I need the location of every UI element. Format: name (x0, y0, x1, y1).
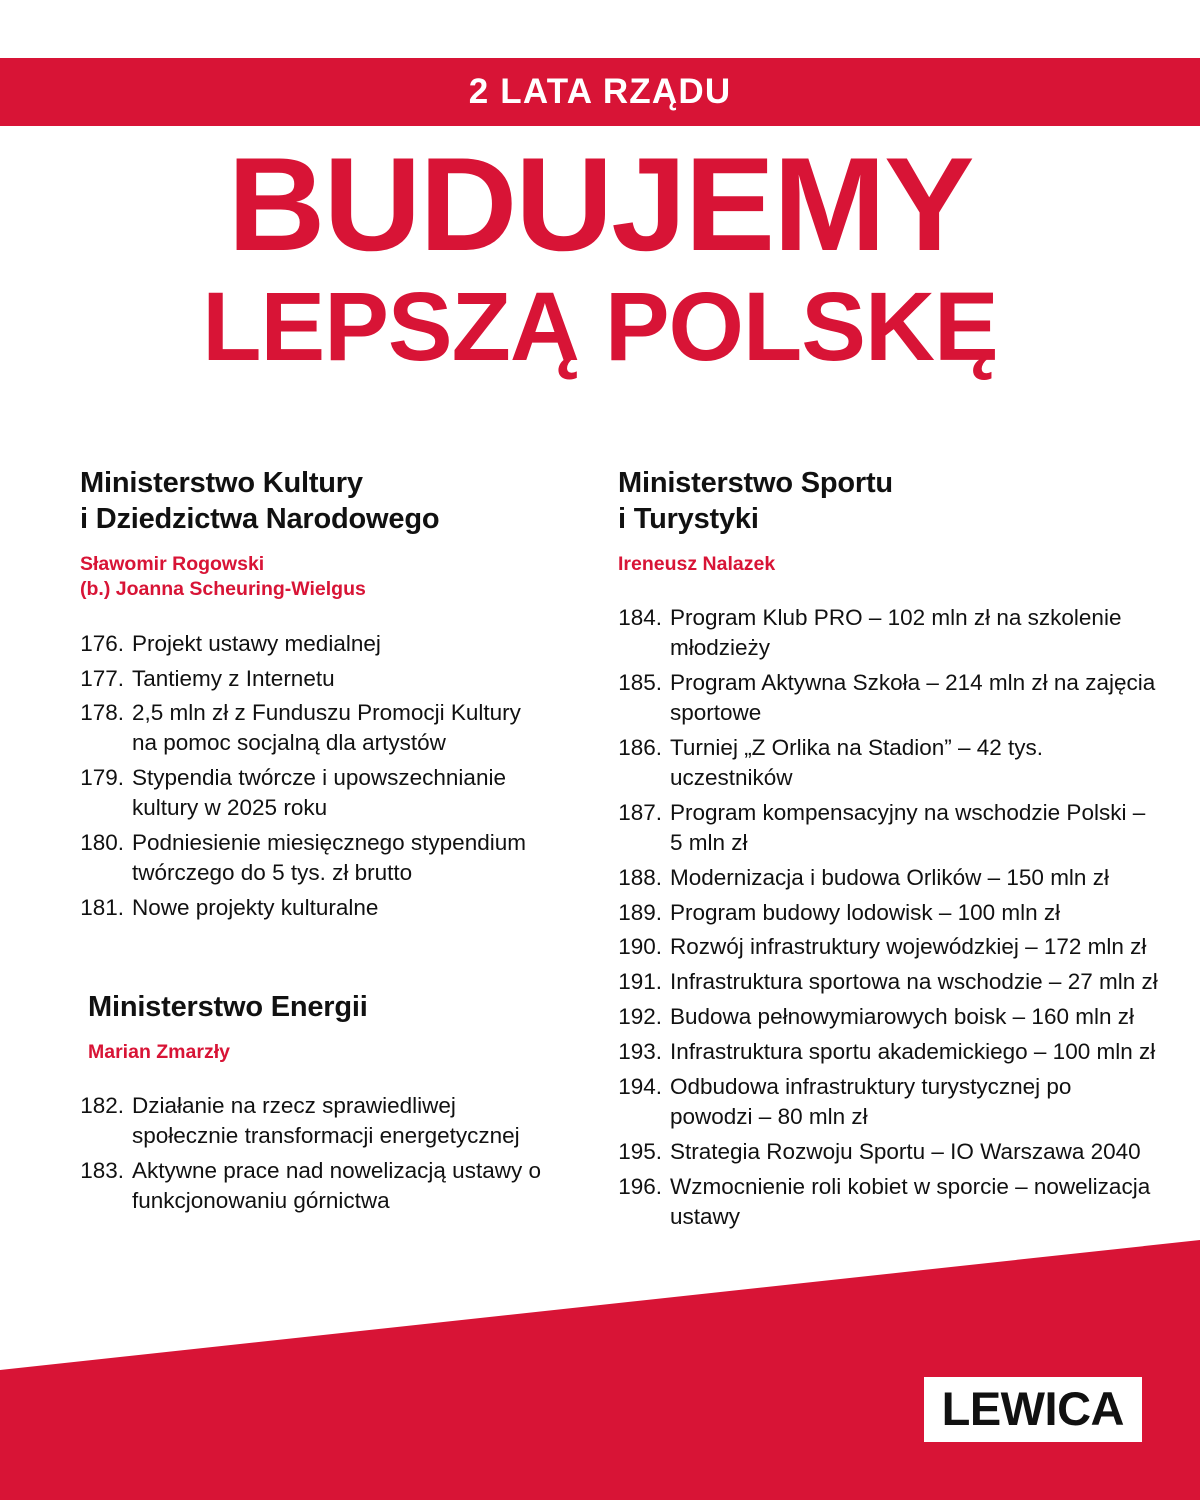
section-person-line-1: Sławomir Rogowski (80, 552, 265, 575)
list-item-number: 184. (618, 605, 662, 631)
right-column (560, 466, 1200, 1237)
section-person (618, 552, 1160, 577)
list-item (80, 1091, 546, 1151)
list-item (80, 698, 546, 758)
list-item (618, 798, 1160, 858)
headline-line-2: LEPSZĄ POLSKĘ (202, 272, 998, 382)
section-title-line-2: i Dziedzictwa Narodowego (80, 502, 440, 535)
list-item (80, 893, 546, 923)
list-item (618, 932, 1160, 962)
list-item-number: 186. (618, 734, 662, 760)
list-item-number: 188. (618, 864, 662, 890)
bottom-decoration (0, 1200, 1200, 1500)
list-item (618, 603, 1160, 663)
content-columns (0, 466, 1200, 1237)
headline-block (0, 131, 1200, 382)
list-item-number: 176. (80, 630, 124, 656)
list-item-number: 193. (618, 1039, 662, 1065)
section-person (80, 1040, 546, 1065)
list-item-text: Rozwój infrastruktury wojewódzkiej – 172 mln zł (670, 934, 1147, 960)
top-banner-label: 2 LATA RZĄDU (468, 72, 732, 111)
list-item-number: 194. (618, 1074, 662, 1100)
section-title (80, 990, 546, 1026)
lewica-logo (924, 1377, 1142, 1442)
section-ministry-sport (618, 466, 1160, 1232)
list-item-number: 180. (80, 830, 124, 856)
list-item-number: 177. (80, 665, 124, 691)
list-item-number: 191. (618, 969, 662, 995)
list-item-text: Aktywne prace nad nowelizacją ustawy o funkcjonowaniu górnictwa (132, 1158, 541, 1213)
section-title-line-1: Ministerstwo Kultury (80, 467, 363, 499)
list-item-text: Stypendia twórcze i upowszechnianie kultury w 2025 roku (132, 765, 506, 821)
achievement-list-culture (80, 629, 546, 923)
list-item-text: Strategia Rozwoju Sportu – IO Warszawa 2040 (670, 1139, 1141, 1164)
list-item-number: 190. (618, 934, 662, 960)
list-item-text: Turniej „Z Orlika na Stadion” – 42 tys. uczestników (670, 734, 1044, 790)
section-title-line-2: i Turystyki (618, 502, 759, 535)
section-ministry-culture (80, 466, 546, 923)
list-item (618, 863, 1160, 893)
list-item-number: 189. (618, 899, 662, 925)
list-item-text: Podniesienie miesięcznego stypendium twórczego do 5 tys. zł brutto (132, 830, 526, 886)
list-item (80, 664, 546, 694)
list-item (80, 629, 546, 659)
list-item-number: 196. (618, 1173, 662, 1199)
list-item (618, 1137, 1160, 1167)
section-person (80, 552, 546, 603)
list-item-number: 187. (618, 799, 662, 825)
list-item-text: Działanie na rzecz sprawiedliwej społecznie transformacji energetycznej (132, 1093, 520, 1149)
list-item-number: 183. (80, 1158, 124, 1184)
list-item-text: Wzmocnienie roli kobiet w sporcie – nowelizacja ustawy (670, 1173, 1151, 1229)
section-person-line-1: Marian Zmarzły (88, 1040, 230, 1063)
list-item-number: 179. (80, 765, 124, 791)
list-item (618, 733, 1160, 793)
list-item (618, 668, 1160, 728)
list-item-text: Nowe projekty kulturalne (132, 894, 379, 920)
section-title-line-1: Ministerstwo Sportu (618, 467, 893, 499)
section-title (618, 466, 1160, 538)
list-item-number: 195. (618, 1139, 662, 1164)
list-item (80, 828, 546, 888)
top-banner (0, 58, 1200, 126)
list-item (618, 967, 1160, 997)
left-column (0, 466, 560, 1237)
section-spacer (80, 928, 546, 990)
section-person-line-1: Ireneusz Nalazek (618, 552, 776, 575)
list-item-text: Program kompensacyjny na wschodzie Polski – 5 mln zł (670, 799, 1146, 855)
list-item-text: Program Klub PRO – 102 mln zł na szkolenie młodzieży (670, 605, 1122, 661)
list-item-text: Infrastruktura sportu akademickiego – 100 mln zł (670, 1039, 1156, 1065)
list-item-number: 182. (80, 1093, 124, 1119)
section-title-line-1: Ministerstwo Energii (88, 990, 368, 1023)
list-item (618, 1002, 1160, 1032)
list-item-text: Budowa pełnowymiarowych boisk – 160 mln zł (670, 1004, 1134, 1030)
bottom-shape-svg (0, 1200, 1200, 1500)
list-item-text: Odbudowa infrastruktury turystycznej po powodzi – 80 mln zł (670, 1074, 1072, 1130)
list-item-text: Infrastruktura sportowa na wschodzie – 27 mln zł (670, 969, 1158, 995)
list-item-text: Projekt ustawy medialnej (132, 630, 381, 656)
headline-line-1: BUDUJEMY (227, 131, 973, 279)
section-title (80, 466, 546, 538)
list-item-text: Tantiemy z Internetu (132, 665, 335, 691)
list-item (618, 898, 1160, 928)
list-item-text: Program Aktywna Szkoła – 214 mln zł na zajęcia sportowe (670, 670, 1156, 726)
list-item-number: 185. (618, 670, 662, 696)
list-item-number: 192. (618, 1004, 662, 1030)
list-item-text: Modernizacja i budowa Orlików – 150 mln zł (670, 864, 1109, 890)
lewica-logo-text: LEWICA (941, 1382, 1124, 1435)
list-item-number: 178. (80, 700, 124, 726)
list-item-text: Program budowy lodowisk – 100 mln zł (670, 899, 1061, 925)
list-item (618, 1072, 1160, 1132)
section-ministry-energy (80, 990, 546, 1216)
list-item (618, 1037, 1160, 1067)
section-person-line-2: (b.) Joanna Scheuring-Wielgus (80, 578, 366, 601)
achievement-list-energy (80, 1091, 546, 1216)
list-item-number: 181. (80, 894, 124, 920)
list-item (80, 763, 546, 823)
achievement-list-sport (618, 603, 1160, 1232)
list-item-text: 2,5 mln zł z Funduszu Promocji Kultury na pomoc socjalną dla artystów (132, 700, 521, 756)
